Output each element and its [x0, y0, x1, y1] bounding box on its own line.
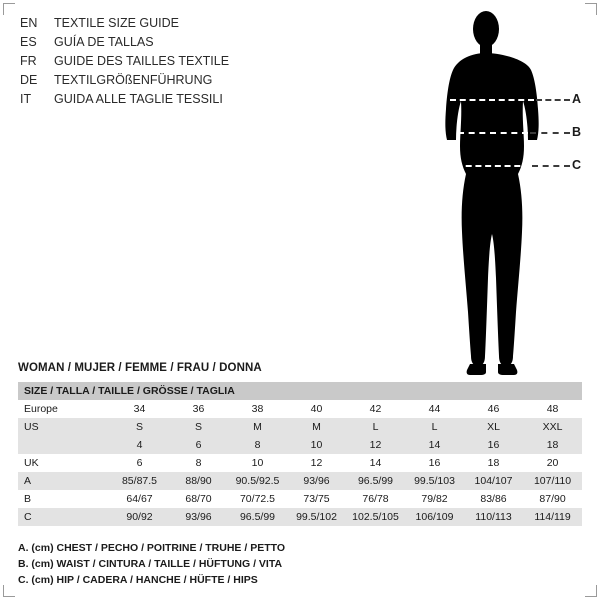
cell: 93/96 — [303, 475, 330, 487]
section-title-woman: WOMAN / MUJER / FEMME / FRAU / DONNA — [18, 362, 262, 374]
language-title-es: GUÍA DE TALLAS — [54, 35, 154, 49]
cell: L — [431, 421, 438, 433]
language-row-en — [20, 16, 320, 35]
cell: 16 — [428, 457, 441, 469]
cell: 104/107 — [474, 475, 513, 487]
cell: 106/109 — [415, 511, 454, 523]
language-code-de: DE — [20, 73, 38, 87]
table-row — [18, 400, 582, 418]
cell: 70/72.5 — [239, 493, 276, 505]
cell: 34 — [133, 403, 146, 415]
cell: 85/87.5 — [121, 475, 158, 487]
measure-label-b: B — [572, 125, 582, 139]
corner-mark-bottom-right — [585, 585, 597, 597]
language-title-it: GUIDA ALLE TAGLIE TESSILI — [54, 92, 223, 106]
cell: 14 — [428, 439, 441, 451]
language-row-de — [20, 73, 320, 92]
row-label-c: C — [24, 511, 32, 523]
cell: 14 — [369, 457, 382, 469]
language-code-en: EN — [20, 16, 38, 30]
cell: 44 — [428, 403, 441, 415]
cell: 18 — [487, 457, 500, 469]
measurement-notes — [18, 540, 582, 588]
cell: 93/96 — [185, 511, 212, 523]
measure-line-b-outer — [530, 132, 570, 134]
row-label-us: US — [24, 421, 39, 433]
cell: 96.5/99 — [357, 475, 394, 487]
language-header — [20, 16, 320, 111]
measure-line-a-outer — [536, 99, 570, 101]
row-label-europe: Europe — [24, 403, 58, 415]
cell: 16 — [487, 439, 500, 451]
measure-line-b-inner — [458, 132, 528, 134]
note-b: B. (cm) WAIST / CINTURA / TAILLE / HÜFTUNG / VITA — [18, 558, 283, 570]
table-row — [18, 418, 582, 436]
table-row — [18, 472, 582, 490]
measure-line-a-inner — [450, 99, 534, 101]
corner-mark-bottom-left — [3, 585, 15, 597]
language-title-en: TEXTILE SIZE GUIDE — [54, 16, 180, 30]
table-row — [18, 508, 582, 526]
cell: 76/78 — [362, 493, 389, 505]
cell: 18 — [546, 439, 559, 451]
cell: 90.5/92.5 — [235, 475, 280, 487]
language-row-it — [20, 92, 320, 111]
cell: 99.5/103 — [414, 475, 455, 487]
table-row — [18, 490, 582, 508]
table-header-row — [18, 382, 582, 400]
cell: S — [135, 421, 143, 433]
measure-label-a: A — [572, 92, 582, 106]
size-table-wrapper — [18, 382, 582, 526]
row-label-uk: UK — [24, 457, 39, 469]
cell: M — [253, 421, 262, 433]
table-header-label: SIZE / TALLA / TAILLE / GRÖSSE / TAGLIA — [24, 385, 235, 397]
cell: 96.5/99 — [239, 511, 276, 523]
cell: 99.5/102 — [296, 511, 337, 523]
cell: 87/90 — [539, 493, 566, 505]
language-code-fr: FR — [20, 54, 37, 68]
cell: 8 — [195, 457, 202, 469]
cell: 102.5/105 — [352, 511, 399, 523]
cell: 90/92 — [126, 511, 153, 523]
cell: 79/82 — [421, 493, 448, 505]
cell: 6 — [136, 457, 143, 469]
measure-line-c-inner — [456, 165, 530, 167]
cell: 64/67 — [126, 493, 153, 505]
table-row — [18, 436, 582, 454]
cell: 10 — [310, 439, 323, 451]
cell: M — [312, 421, 321, 433]
corner-mark-top-left — [3, 3, 15, 15]
cell: 8 — [254, 439, 261, 451]
cell: 12 — [369, 439, 382, 451]
silhouette-icon — [400, 6, 595, 376]
cell: 68/70 — [185, 493, 212, 505]
row-label-us-numeric — [18, 436, 110, 454]
language-row-fr — [20, 54, 320, 73]
language-code-es: ES — [20, 35, 37, 49]
note-c: C. (cm) HIP / CADERA / HANCHE / HÜFTE / HIPS — [18, 574, 258, 586]
row-label-a: A — [24, 475, 32, 487]
cell: 36 — [192, 403, 205, 415]
cell: 10 — [251, 457, 264, 469]
measure-line-c-outer — [532, 165, 570, 167]
cell: 46 — [487, 403, 500, 415]
cell: 48 — [546, 403, 559, 415]
language-code-it: IT — [20, 92, 32, 106]
cell: L — [372, 421, 379, 433]
language-title-de: TEXTILGRÖßENFÜHRUNG — [54, 73, 213, 87]
measure-label-c: C — [572, 158, 582, 172]
cell: XXL — [542, 421, 563, 433]
cell: 107/110 — [533, 475, 572, 487]
female-silhouette-figure — [400, 6, 595, 376]
language-title-fr: GUIDE DES TAILLES TEXTILE — [54, 54, 230, 68]
cell: 83/86 — [480, 493, 507, 505]
table-row — [18, 454, 582, 472]
cell: 20 — [546, 457, 559, 469]
cell: 88/90 — [185, 475, 212, 487]
cell: 4 — [136, 439, 143, 451]
note-a: A. (cm) CHEST / PECHO / POITRINE / TRUHE / PETTO — [18, 542, 286, 554]
cell: 110/113 — [475, 511, 512, 523]
cell: XL — [487, 421, 500, 433]
cell: 6 — [195, 439, 202, 451]
cell: 73/75 — [303, 493, 330, 505]
cell: 40 — [310, 403, 323, 415]
cell: 114/119 — [534, 511, 571, 523]
row-label-b: B — [24, 493, 32, 505]
cell: 38 — [251, 403, 264, 415]
cell: 12 — [310, 457, 323, 469]
size-table — [18, 382, 582, 526]
language-row-es — [20, 35, 320, 54]
cell: S — [194, 421, 202, 433]
cell: 42 — [369, 403, 382, 415]
